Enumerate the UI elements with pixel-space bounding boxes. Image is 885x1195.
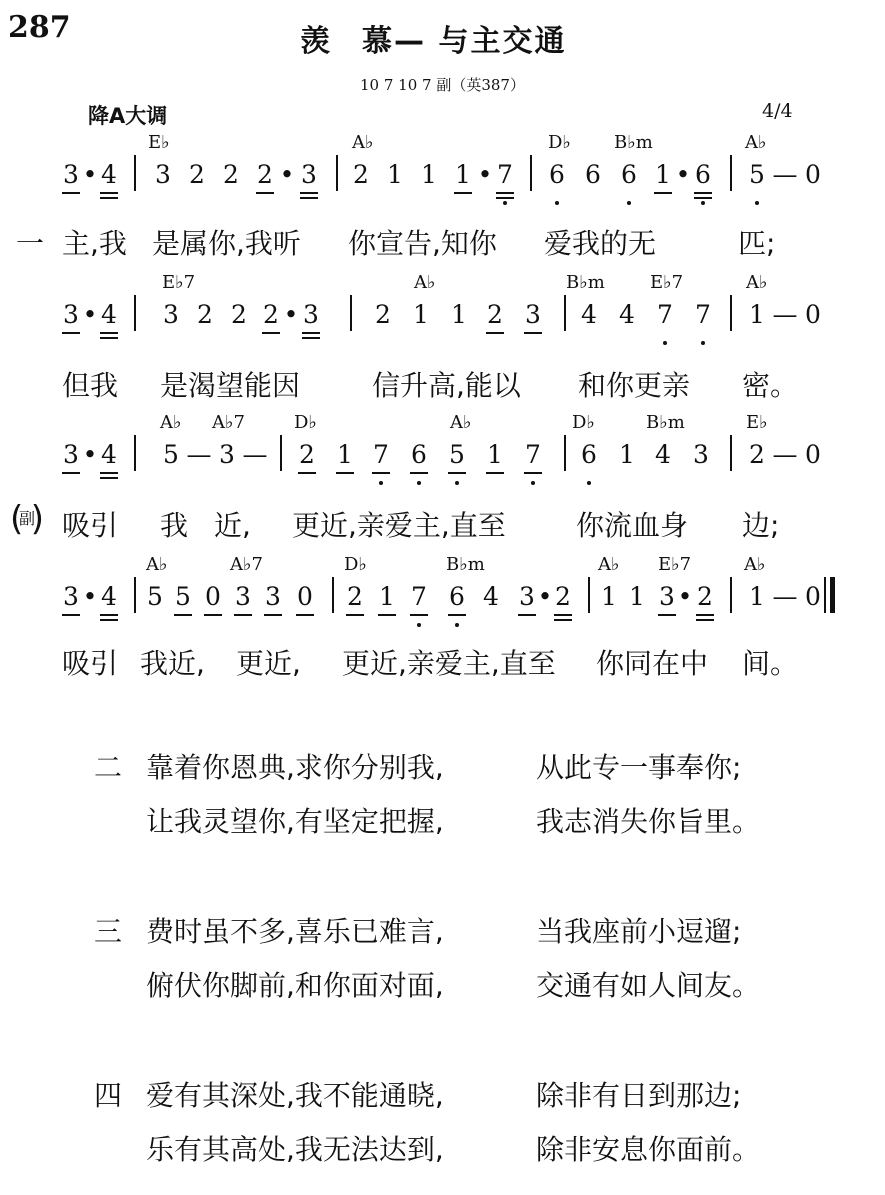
note: 0 (198, 582, 228, 612)
note: 5 (442, 440, 472, 470)
lyric-line-1 (0, 222, 885, 262)
note: 6 (404, 440, 434, 470)
verse-line-1a: 靠着你恩典,求你分别我, (146, 751, 444, 784)
barline (564, 295, 566, 331)
note: 4 (655, 440, 671, 469)
note: 3 (693, 440, 709, 469)
note: 0 (805, 440, 821, 469)
barline (336, 155, 338, 191)
chord: A♭ (598, 554, 620, 575)
verse-line-2b: 除非安息你面前。 (536, 1133, 761, 1166)
barline (332, 577, 334, 613)
barline (530, 155, 532, 191)
note: 6 (574, 440, 604, 470)
note: 4 (94, 160, 124, 190)
note: 2 (189, 160, 205, 189)
note: 3 (56, 440, 86, 470)
verse-line-2a: 让我灵望你,有坚定把握, (146, 805, 444, 838)
chord: D♭ (548, 132, 571, 153)
lyric-segment: 吸引 (62, 647, 119, 680)
lyric-segment: 你流血身 (576, 509, 689, 542)
note: 3 (155, 160, 171, 189)
lyric-segment: 和你更亲 (578, 369, 691, 402)
note: 3 (163, 300, 179, 329)
note-dot: • (82, 582, 98, 611)
verse-line-2b: 我志消失你旨里。 (536, 805, 761, 838)
note: 1 (648, 160, 678, 190)
meter-line: 10 7 10 7 副（英387） (360, 76, 525, 94)
title-subtitle: — 与主交通 (394, 24, 567, 59)
verse-line-1a: 爱有其深处,我不能通晓, (146, 1079, 444, 1112)
chord: A♭ (146, 554, 168, 575)
note: 1 (387, 160, 403, 189)
verse-line-1b: 除非有日到那边; (536, 1079, 742, 1112)
note: 3 (296, 300, 326, 330)
note: 5 (742, 160, 772, 190)
note: 7 (490, 160, 520, 190)
chord: D♭ (572, 412, 595, 433)
barline (730, 155, 732, 191)
note: 6 (542, 160, 572, 190)
note: 7 (688, 300, 718, 330)
chord: E♭7 (658, 554, 692, 575)
note-dot: • (82, 440, 98, 469)
chord: A♭ (352, 132, 374, 153)
chord: E♭7 (650, 272, 684, 293)
barline (730, 577, 732, 613)
lyric-segment: 我 (160, 509, 189, 542)
note: 2 (197, 300, 213, 329)
note: 3 (56, 300, 86, 330)
note-dot: • (677, 582, 693, 611)
chord: E♭ (148, 132, 170, 153)
lyric-segment: 密。 (742, 369, 799, 402)
lyric-segment: 主,我 (62, 227, 127, 260)
lyric-segment: 信升高,能以 (372, 369, 521, 402)
time-signature: 4/4 (762, 100, 793, 122)
note: 2 (690, 582, 720, 612)
note: 4 (483, 582, 499, 611)
note: 1 (421, 160, 437, 189)
note: 5 (147, 582, 163, 611)
verse-line-2b: 交通有如人间友。 (536, 969, 761, 1002)
barline (730, 295, 732, 331)
chord: D♭ (294, 412, 317, 433)
note: 6 (614, 160, 644, 190)
note: 2 (292, 440, 322, 470)
lyric-segment: 我近, (140, 647, 205, 680)
note-dot: • (537, 582, 553, 611)
chord: A♭ (160, 412, 182, 433)
lyric-segment: 更近, (236, 647, 301, 680)
barline (134, 435, 136, 471)
final-barline-thick (830, 577, 835, 613)
lyric-segment: 匹; (738, 227, 776, 260)
note-dot: • (82, 300, 98, 329)
verse-number: 四 (94, 1079, 123, 1112)
verse-number: 三 (94, 915, 123, 948)
verse-number: 一 (16, 227, 45, 260)
chord: E♭ (746, 412, 768, 433)
note: 2 (548, 582, 578, 612)
note: 3 (56, 160, 86, 190)
barline (134, 295, 136, 331)
lyric-segment: 吸引 (62, 509, 119, 542)
verse-line-1a: 费时虽不多,喜乐已难言, (146, 915, 444, 948)
chord: A♭ (414, 272, 436, 293)
chord: B♭m (614, 132, 653, 153)
chord: A♭ (744, 554, 766, 575)
title-char-1: 羡 (300, 24, 332, 59)
note: 7 (404, 582, 434, 612)
note: 2 (223, 160, 239, 189)
barline (730, 435, 732, 471)
note-dot: • (675, 160, 691, 189)
lyric-segment: 但我 (62, 369, 119, 402)
staff-system-3 (0, 412, 885, 492)
chord: A♭7 (212, 412, 245, 433)
note: 2 (480, 300, 510, 330)
note: 7 (518, 440, 548, 470)
note: 2 (340, 582, 370, 612)
lyric-segment: 你宣告,知你 (348, 227, 497, 260)
lyric-segment: 爱我的无 (544, 227, 657, 260)
staff-system-4 (0, 554, 885, 634)
lyric-segment: 近, (214, 509, 251, 542)
chord: A♭ (745, 132, 767, 153)
key-signature: 降A大调 (88, 104, 168, 128)
note: 1 (448, 160, 478, 190)
barline (588, 577, 590, 613)
note: 3 (219, 440, 235, 469)
note: 4 (94, 440, 124, 470)
final-barline-thin (824, 577, 826, 613)
note: 1 (629, 582, 645, 611)
note: 1 (619, 440, 635, 469)
lyric-line-3 (0, 504, 885, 544)
note: — (186, 440, 212, 469)
verse-line-1b: 当我座前小逗遛; (536, 915, 742, 948)
staff-system-1 (0, 132, 885, 212)
note: 7 (650, 300, 680, 330)
note-dot: • (82, 160, 98, 189)
note: 5 (163, 440, 179, 469)
note: 4 (619, 300, 635, 329)
note: 0 (805, 300, 821, 329)
note: 1 (330, 440, 360, 470)
note: 7 (366, 440, 396, 470)
note: 4 (94, 300, 124, 330)
note: 3 (294, 160, 324, 190)
hymn-title (300, 16, 566, 60)
chord: D♭ (344, 554, 367, 575)
verse-line-2a: 俯伏你脚前,和你面对面, (146, 969, 444, 1002)
note: 3 (228, 582, 258, 612)
lyric-segment: 是属你,我听 (152, 227, 301, 260)
chord: B♭m (646, 412, 685, 433)
lyric-segment: 边; (742, 509, 780, 542)
note: 4 (94, 582, 124, 612)
note: — (242, 440, 268, 469)
note: 3 (258, 582, 288, 612)
note: 2 (256, 300, 286, 330)
note-dot: • (477, 160, 493, 189)
verse-line-2a: 乐有其高处,我无法达到, (146, 1133, 444, 1166)
lyric-segment: 你同在中 (596, 647, 709, 680)
chord: A♭ (450, 412, 472, 433)
note: 1 (601, 582, 617, 611)
barline (134, 155, 136, 191)
note: 0 (805, 582, 821, 611)
note-dot: • (283, 300, 299, 329)
note: 6 (688, 160, 718, 190)
note: 1 (749, 300, 765, 329)
note: 1 (413, 300, 429, 329)
lyric-segment: 是渴望能因 (160, 369, 301, 402)
note: 6 (585, 160, 601, 189)
note: 2 (749, 440, 765, 469)
chorus-marker: ( 副 ) (14, 494, 40, 544)
note: 0 (805, 160, 821, 189)
note: 6 (442, 582, 472, 612)
note: — (772, 582, 798, 611)
note: 3 (512, 582, 542, 612)
note: 2 (375, 300, 391, 329)
note: 2 (231, 300, 247, 329)
lyric-segment: 更近,亲爱主,直至 (342, 647, 556, 680)
hymn-number: 287 (8, 10, 71, 45)
verse-line-1b: 从此专一事奉你; (536, 751, 742, 784)
note: 1 (480, 440, 510, 470)
note: 3 (518, 300, 548, 330)
note: 1 (372, 582, 402, 612)
lyric-line-4 (0, 642, 885, 682)
lyric-segment: 更近,亲爱主,直至 (292, 509, 506, 542)
note: — (772, 160, 798, 189)
chord: E♭7 (162, 272, 196, 293)
title-char-2: 慕 (362, 24, 394, 59)
lyric-line-2 (0, 364, 885, 404)
chord: A♭ (746, 272, 768, 293)
note: 1 (749, 582, 765, 611)
lyric-segment: 间。 (742, 647, 799, 680)
note: 2 (250, 160, 280, 190)
barline (564, 435, 566, 471)
note: — (772, 440, 798, 469)
note: 1 (451, 300, 467, 329)
note-dot: • (279, 160, 295, 189)
note: 2 (353, 160, 369, 189)
note: 4 (581, 300, 597, 329)
chord: A♭7 (230, 554, 263, 575)
note: — (772, 300, 798, 329)
note: 0 (290, 582, 320, 612)
barline (134, 577, 136, 613)
note: 3 (652, 582, 682, 612)
verse-number: 二 (94, 751, 123, 784)
barline (350, 295, 352, 331)
staff-system-2 (0, 272, 885, 352)
note: 5 (168, 582, 198, 612)
barline (280, 435, 282, 471)
chord: B♭m (446, 554, 485, 575)
chord: B♭m (566, 272, 605, 293)
note: 3 (56, 582, 86, 612)
